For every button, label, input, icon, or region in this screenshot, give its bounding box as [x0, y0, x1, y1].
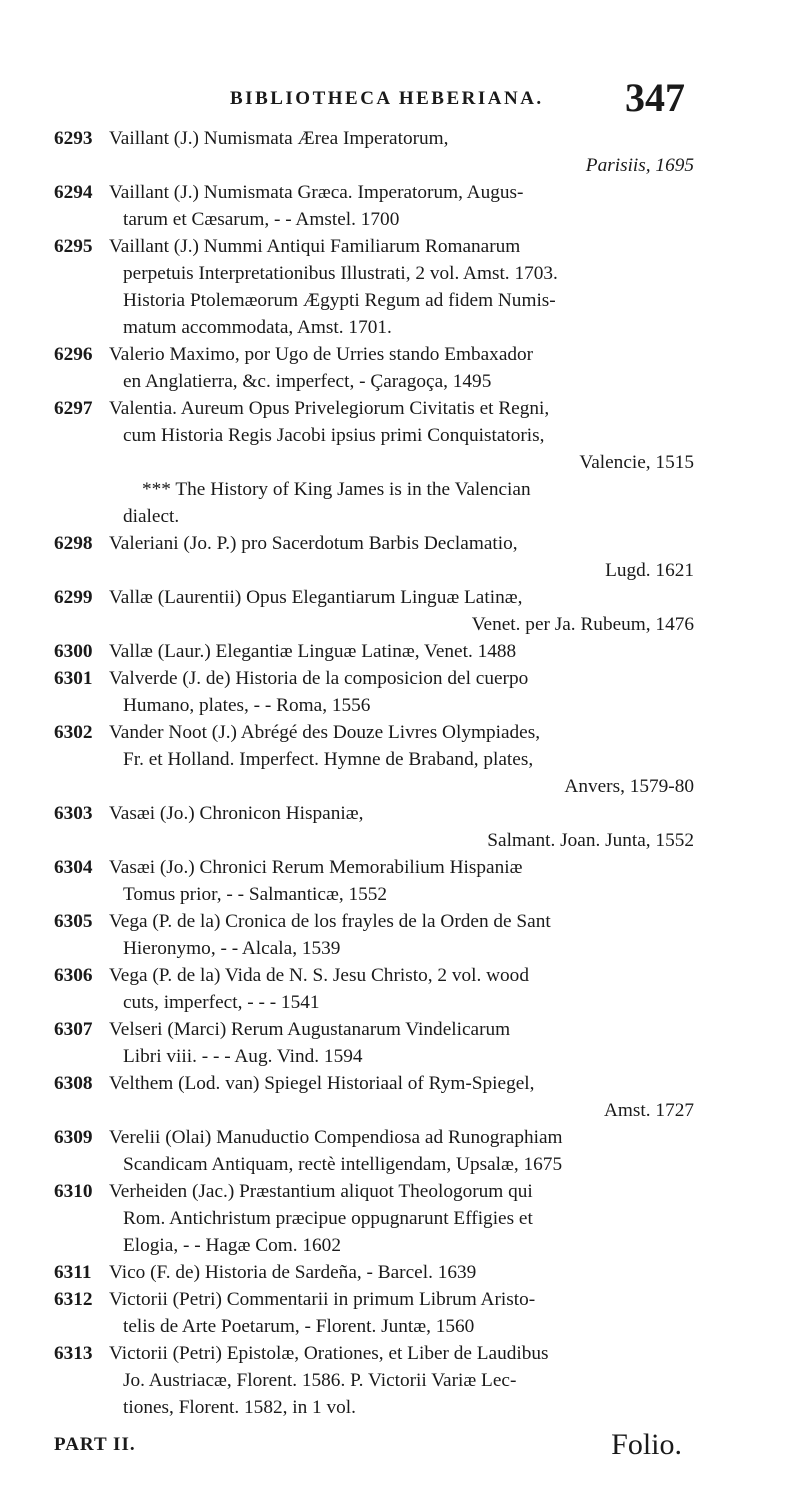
entry-line: Tomus prior, - - Salmanticæ, 1552	[123, 884, 388, 905]
entry-text	[109, 638, 694, 665]
entry-text	[109, 719, 694, 800]
catalog-entry	[54, 530, 694, 584]
entry-line: Elogia, - - Hagæ Com. 1602	[123, 1235, 341, 1256]
entry-number: 6312	[54, 1289, 93, 1310]
entry-number: 6301	[54, 668, 93, 689]
catalog-entry	[54, 395, 694, 476]
entry-line: Venet. per Ja. Rubeum, 1476	[471, 614, 694, 635]
entry-text	[109, 341, 694, 395]
entry-line: Fr. et Holland. Imperfect. Hymne de Braband, plates,	[123, 749, 534, 770]
entry-line: Vasæi (Jo.) Chronicon Hispaniæ,	[109, 803, 364, 824]
entry-text	[109, 1259, 694, 1286]
entry-line: Valencie, 1515	[579, 452, 694, 473]
entry-line: Vaillant (J.) Nummi Antiqui Familiarum Romanarum	[109, 236, 521, 257]
entry-number: 6297	[54, 398, 93, 419]
entry-line: Valverde (J. de) Historia de la composicion del cuerpo	[109, 668, 529, 689]
entry-line: tiones, Florent. 1582, in 1 vol.	[123, 1397, 356, 1418]
entry-line: Hieronymo, - - Alcala, 1539	[123, 938, 341, 959]
format-label: Folio.	[611, 1428, 682, 1461]
entry-line: Vico (F. de) Historia de Sardeña, - Barcel. 1639	[109, 1262, 477, 1283]
entry-number: 6306	[54, 965, 93, 986]
entry-text	[109, 908, 694, 962]
entry-text	[109, 800, 694, 854]
entry-line: Valeriani (Jo. P.) pro Sacerdotum Barbis Declamatio,	[109, 533, 518, 554]
entry-text	[109, 584, 694, 638]
catalog-entries	[54, 125, 694, 1421]
entry-line: tarum et Cæsarum, - - Amstel. 1700	[123, 209, 400, 230]
entry-text	[109, 1124, 694, 1178]
entry-line: Libri viii. - - - Aug. Vind. 1594	[123, 1046, 363, 1067]
entry-number: 6308	[54, 1073, 93, 1094]
catalog-entry	[54, 584, 694, 638]
entry-line: Historia Ptolemæorum Ægypti Regum ad fidem Numis-	[123, 290, 556, 311]
catalog-entry	[54, 233, 694, 341]
entry-line: Humano, plates, - - Roma, 1556	[123, 695, 371, 716]
entry-line: Vega (P. de la) Cronica de los frayles de la Orden de Sant	[109, 911, 551, 932]
entry-line: cuts, imperfect, - - - 1541	[123, 992, 320, 1013]
entry-number: 6294	[54, 182, 93, 203]
entry-number: 6305	[54, 911, 93, 932]
entry-number: 6296	[54, 344, 93, 365]
entry-text	[109, 665, 694, 719]
entry-line: Verheiden (Jac.) Præstantium aliquot Theologorum qui	[109, 1181, 533, 1202]
entry-line: Scandicam Antiquam, rectè intelligendam, Upsalæ, 1675	[123, 1154, 563, 1175]
entry-text	[109, 395, 694, 476]
catalog-entry	[54, 800, 694, 854]
catalog-entry	[54, 1286, 694, 1340]
catalog-entry	[54, 1124, 694, 1178]
entry-line: Valerio Maximo, por Ugo de Urries stando Embaxador	[109, 344, 534, 365]
entry-number: 6307	[54, 1019, 93, 1040]
entry-line: Victorii (Petri) Commentarii in primum Librum Aristo-	[109, 1289, 536, 1310]
entry-line: Vasæi (Jo.) Chronici Rerum Memorabilium Hispaniæ	[109, 857, 523, 878]
entry-note	[109, 476, 694, 530]
entry-line: Vaillant (J.) Numismata Græca. Imperatorum, Augus-	[109, 182, 524, 203]
part-label: PART II.	[54, 1434, 136, 1455]
entry-number: 6295	[54, 236, 93, 257]
entry-line: Amst. 1727	[604, 1100, 694, 1121]
entry-line: Velthem (Lod. van) Spiegel Historiaal of Rym-Spiegel,	[109, 1073, 535, 1094]
entry-text	[109, 233, 694, 341]
entry-text	[109, 854, 694, 908]
entry-number: 6298	[54, 533, 93, 554]
entry-line: en Anglatierra, &c. imperfect, - Çaragoça, 1495	[123, 371, 492, 392]
note-line: *** The History of King James is in the Valencian	[142, 479, 531, 500]
running-title: BIBLIOTHECA HEBERIANA.	[230, 88, 544, 109]
note-line: dialect.	[123, 506, 180, 527]
entry-line: Vega (P. de la) Vida de N. S. Jesu Christo, 2 vol. wood	[109, 965, 529, 986]
entry-number: 6300	[54, 641, 93, 662]
entry-line: Verelii (Olai) Manuductio Compendiosa ad Runographiam	[109, 1127, 563, 1148]
entry-line: Vander Noot (J.) Abrégé des Douze Livres Olympiades,	[109, 722, 541, 743]
entry-number: 6304	[54, 857, 93, 878]
entry-line: telis de Arte Poetarum, - Florent. Juntæ, 1560	[123, 1316, 475, 1337]
entry-line: Vallæ (Laur.) Elegantiæ Linguæ Latinæ, Venet. 1488	[109, 641, 517, 662]
entry-number: 6303	[54, 803, 93, 824]
catalog-entry	[54, 179, 694, 233]
catalog-entry	[54, 962, 694, 1016]
entry-number: 6309	[54, 1127, 93, 1148]
entry-line: Vallæ (Laurentii) Opus Elegantiarum Linguæ Latinæ,	[109, 587, 523, 608]
entry-number: 6310	[54, 1181, 93, 1202]
entry-line: Anvers, 1579-80	[564, 776, 694, 797]
catalog-entry	[54, 854, 694, 908]
entry-line: Salmant. Joan. Junta, 1552	[487, 830, 694, 851]
catalog-entry	[54, 908, 694, 962]
entry-text	[109, 179, 694, 233]
entry-text	[109, 1340, 694, 1421]
catalog-entry	[54, 1016, 694, 1070]
entry-text	[109, 1016, 694, 1070]
entry-text	[109, 1070, 694, 1124]
entry-line: Valentia. Aureum Opus Privelegiorum Civitatis et Regni,	[109, 398, 550, 419]
catalog-entry	[54, 1259, 694, 1286]
entry-number: 6311	[54, 1262, 92, 1283]
catalog-entry	[54, 341, 694, 395]
entry-line: cum Historia Regis Jacobi ipsius primi Conquistatoris,	[123, 425, 545, 446]
entry-line: Rom. Antichristum præcipue oppugnarunt Effigies et	[123, 1208, 533, 1229]
entry-text	[109, 530, 694, 584]
entry-text	[109, 125, 694, 179]
entry-text	[109, 1178, 694, 1259]
catalog-entry	[54, 665, 694, 719]
page-number: 347	[625, 75, 685, 120]
page-footer	[54, 1428, 682, 1468]
entry-number: 6313	[54, 1343, 93, 1364]
entry-line: Vaillant (J.) Numismata Ærea Imperatorum,	[109, 128, 449, 149]
entry-text	[109, 962, 694, 1016]
running-header	[230, 70, 685, 130]
entry-number: 6302	[54, 722, 93, 743]
catalog-entry	[54, 1070, 694, 1124]
entry-text	[109, 1286, 694, 1340]
catalog-entry	[54, 719, 694, 800]
entry-line: perpetuis Interpretationibus Illustrati, 2 vol. Amst. 1703.	[123, 263, 558, 284]
catalog-entry	[54, 1178, 694, 1259]
entry-line: Jo. Austriacæ, Florent. 1586. P. Victorii Variæ Lec-	[123, 1370, 517, 1391]
catalog-entry	[54, 638, 694, 665]
entry-number: 6299	[54, 587, 93, 608]
entry-line: Velseri (Marci) Rerum Augustanarum Vindelicarum	[109, 1019, 511, 1040]
entry-line: Parisiis, 1695	[585, 155, 694, 176]
entry-line: Victorii (Petri) Epistolæ, Orationes, et Liber de Laudibus	[109, 1343, 549, 1364]
entry-number: 6293	[54, 128, 93, 149]
entry-line: Lugd. 1621	[605, 560, 694, 581]
catalog-entry	[54, 1340, 694, 1421]
catalog-entry	[54, 125, 694, 179]
entry-line: matum accommodata, Amst. 1701.	[123, 317, 392, 338]
